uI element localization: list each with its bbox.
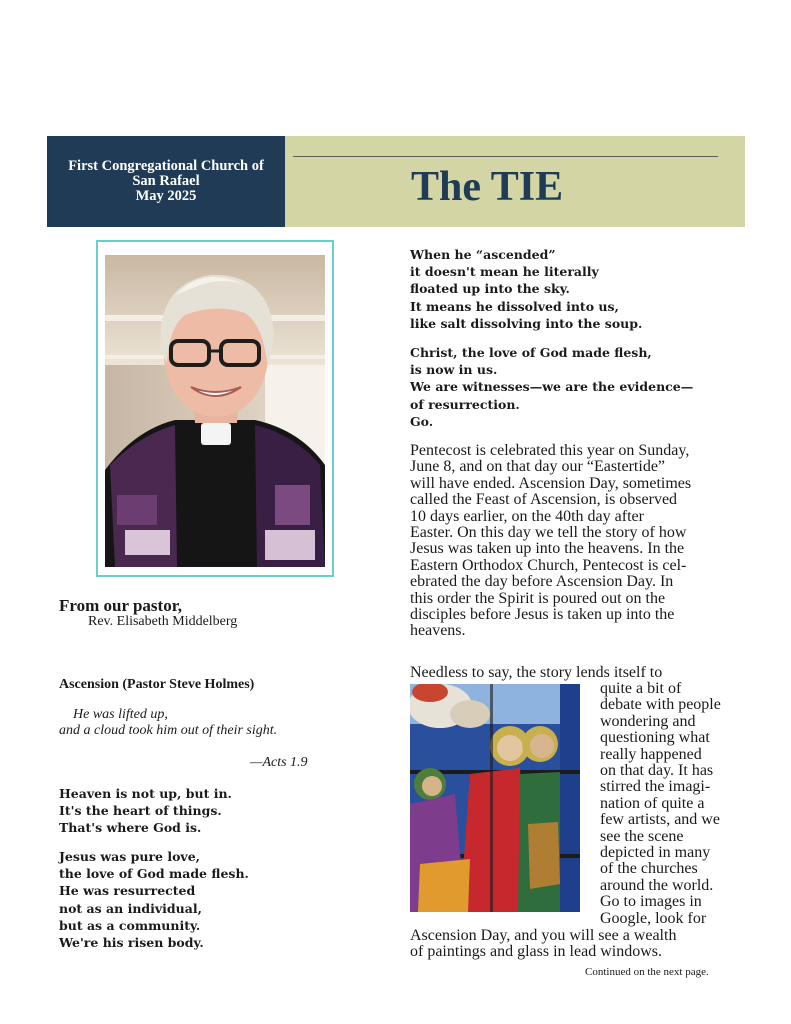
- poem-line: We're his risen body.: [59, 935, 204, 951]
- poem-line: It's the heart of things.: [59, 803, 222, 819]
- paragraph-line: ebrated the day before Ascension Day. In: [410, 573, 674, 591]
- poem-line: When he “ascended”: [410, 247, 556, 262]
- paragraph-line: Ascension Day, and you will see a wealth: [410, 927, 677, 944]
- paragraph-line: few artists, and we: [600, 811, 720, 829]
- epigraph-line: and a cloud took him out of their sight.: [59, 723, 278, 738]
- paragraph-line: 10 days earlier, on the 40th day after: [410, 507, 644, 525]
- epigraph-citation: —Acts 1.9: [250, 755, 308, 770]
- masthead-title-block: [285, 136, 745, 227]
- paragraph-line: nation of quite a: [600, 794, 705, 812]
- pastor-photo: [105, 255, 325, 567]
- church-name-line-2: San Rafael: [132, 173, 200, 189]
- poem-line: We are witnesses—we are the evidence—: [410, 379, 694, 395]
- paragraph-line: quite a bit of: [600, 680, 682, 697]
- paragraph-line: Needless to say, the story lends itself to: [410, 664, 663, 681]
- paragraph-line: stirred the imagi-: [600, 778, 711, 796]
- pastor-caption-heading: From our pastor,: [59, 596, 182, 615]
- paragraph-line: really happened: [600, 745, 702, 763]
- paragraph-line: Google, look for: [600, 909, 707, 927]
- poem-stanza: [410, 246, 642, 332]
- poem-line: He was resurrected: [59, 883, 196, 899]
- paragraph-line: of the churches: [600, 860, 698, 878]
- issue-date: May 2025: [135, 188, 197, 204]
- paragraph-line: Eastern Orthodox Church, Pentecost is cel-: [410, 556, 687, 574]
- poem-line: like salt dissolving into the soup.: [410, 315, 643, 331]
- wrapped-paragraph-end: [410, 928, 676, 961]
- paragraph-line: of paintings and glass in lead windows.: [410, 943, 662, 961]
- poem-stanza: [59, 848, 249, 951]
- pastor-caption-name: Rev. Elisabeth Middelberg: [88, 614, 238, 629]
- poem-stanza: [59, 785, 232, 837]
- paragraph: [410, 443, 691, 640]
- paragraph-line: will have ended. Ascension Day, sometimes: [410, 474, 692, 492]
- paragraph-line: wondering and: [600, 712, 696, 730]
- paragraph-line: disciples before Jesus is taken up into the: [410, 606, 675, 624]
- epigraph-line: He was lifted up,: [73, 707, 168, 722]
- paragraph-line: around the world.: [600, 876, 714, 894]
- paragraph-line: Pentecost is celebrated this year on Sunday,: [410, 442, 690, 459]
- wrapped-paragraph: [600, 681, 721, 927]
- poem-line: Go.: [410, 413, 434, 429]
- stained-glass-image: [410, 684, 580, 912]
- poem-line: the love of God made flesh.: [59, 866, 249, 882]
- poem-stanza: [410, 344, 693, 430]
- paragraph-line: Jesus was taken up into the heavens. In the: [410, 540, 685, 558]
- poem-line: floated up into the sky.: [410, 281, 570, 297]
- paragraph-line: June 8, and on that day our “Eastertide”: [410, 458, 666, 476]
- church-name-line-1: First Congregational Church of: [68, 158, 264, 174]
- article-title: Ascension (Pastor Steve Holmes): [59, 677, 255, 692]
- continued-note: Continued on the next page.: [585, 966, 709, 978]
- paragraph-line: questioning what: [600, 729, 710, 747]
- poem-line: is now in us.: [410, 362, 498, 378]
- poem-line: not as an individual,: [59, 900, 202, 916]
- poem-line: Jesus was pure love,: [59, 849, 201, 864]
- poem-line: it doesn't mean he literally: [410, 264, 599, 280]
- paragraph-line: heavens.: [410, 622, 466, 640]
- paragraph-line: depicted in many: [600, 844, 711, 862]
- paragraph-line: see the scene: [600, 827, 684, 845]
- poem-line: but as a community.: [59, 917, 201, 933]
- poem-line: Christ, the love of God made flesh,: [410, 345, 652, 360]
- paragraph-line: debate with people: [600, 696, 721, 714]
- poem-line: It means he dissolved into us,: [410, 298, 619, 314]
- epigraph: [59, 707, 277, 739]
- poem-line: of resurrection.: [410, 396, 520, 412]
- masthead-church-block: [47, 136, 285, 227]
- newsletter-title: The TIE: [411, 164, 564, 210]
- paragraph-line: Go to images in: [600, 893, 702, 911]
- paragraph-line: called the Feast of Ascension, is observed: [410, 491, 678, 509]
- poem-line: Heaven is not up, but in.: [59, 786, 232, 801]
- paragraph-line: on that day. It has: [600, 762, 714, 780]
- paragraph-line: this order the Spirit is poured out on the: [410, 589, 666, 607]
- poem-line: That's where God is.: [59, 820, 202, 836]
- pastor-photo-frame: [96, 240, 334, 577]
- masthead-rule: [293, 156, 718, 157]
- paragraph-line: Easter. On this day we tell the story of how: [410, 524, 687, 542]
